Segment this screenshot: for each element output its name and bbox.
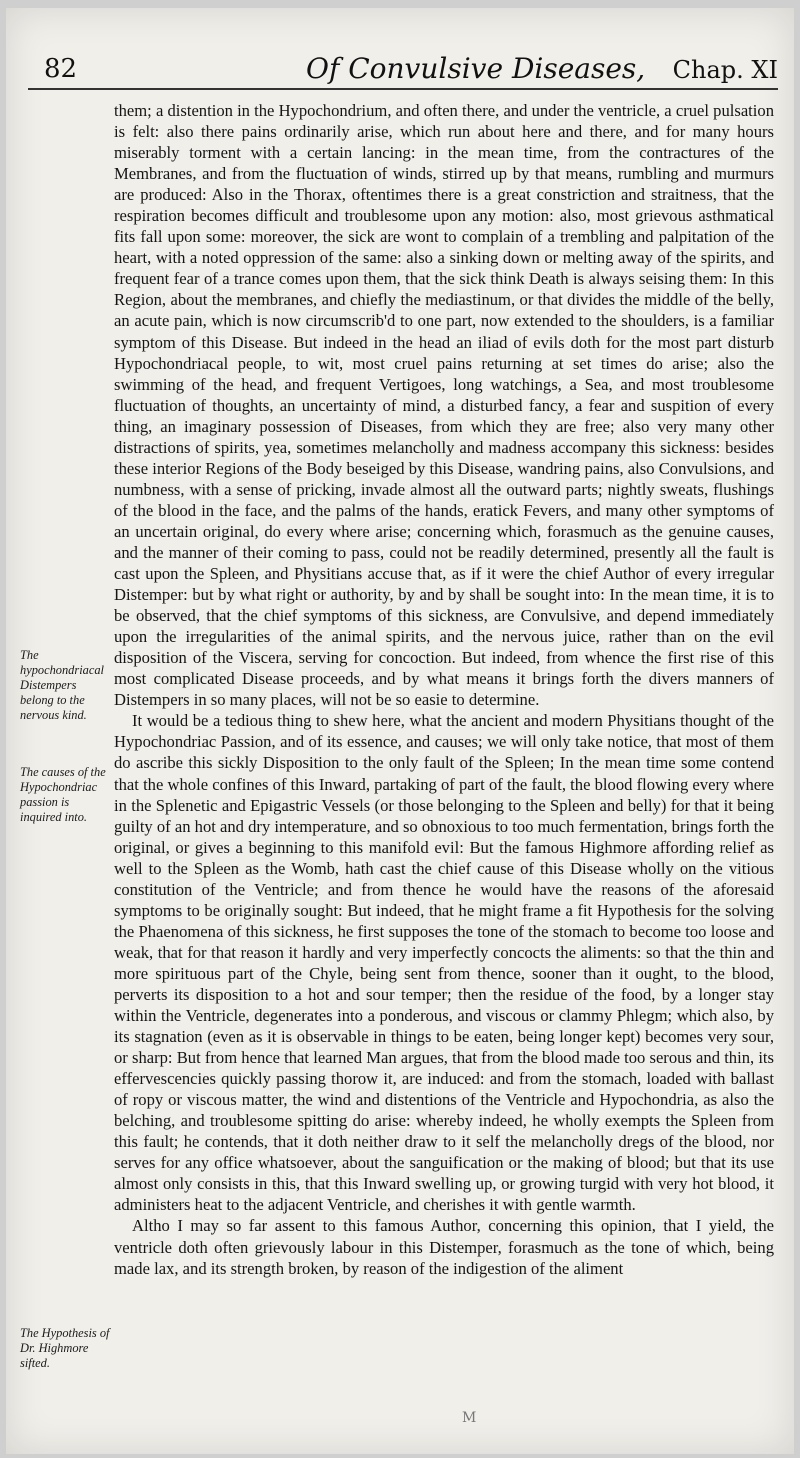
header-rule — [28, 88, 778, 90]
signature-mark: M — [462, 1410, 477, 1426]
book-page — [6, 8, 794, 1454]
paragraph-2: It would be a tedious thing to shew here, what the ancient and modern Physitians thought of the Hypochondriac Passion, and of its essence, and causes; we will only take notice, that most of them do ascribe this sickly Disposition to the only fault of the Spleen; In the mean time some contend that the whole confines of this Inward, partaking of part of the fault, the blood flowing every where in the Splenetic and Epigastric Vessels (or those belonging to the Spleen and belly) for that it being guilty of an hot and dry intemperature, and so obnoxious to too much fermentation, brings forth the original, or gives a beginning to this manifold evil: But the famous Highmore affording relief as well to the Spleen as the Womb, hath cast the chief cause of this Disease wholly on the vitious constitution of the Ventricle; and from thence he would have the reasons of the aforesaid symptoms to be originally sought: But indeed, that he might frame a fit Hypothesis for the solving the Phaenomena of this sickness, he first supposes the tone of the stomach to become too loose and weak, that for that reason it hardly and very imperfectly concocts the aliments: so that the thin and more spirituous part of the Chyle, being sent from thence, sooner than it ought, to the blood, perverts its disposition to a hot and sour temper; then the residue of the food, by a longer stay within the Ventricle, degenerates into a ponderous, and viscous or clammy Phlegm; which also, by its stagnation (even as it is observable in things to be eaten, being longer kept) becomes very sour, or sharp: But from hence that learned Man argues, that from the blood made too serous and thin, its effervescencies quickly passing thorow it, are induced: and from the stomach, loaded with ballast of ropy or viscous matter, the wind and distentions of the Ventricle and Hypochondria, as also the belching, and troublesome spitting do arise: whereby indeed, he wholly exempts the Spleen from this fault; he contends, that it doth neither draw to it self the melancholly dregs of the blood, nor serves for any office whatsoever, about the sanguification or the making of blood; but that its use almost only consists in this, that this Inward swelling up, or growing turgid with very hot blood, it administers heat to the adjacent Ventricle, and cherishes it with gentle warmth. — [114, 711, 774, 1215]
running-title: Of Convulsive Diseases, — [306, 52, 646, 85]
running-header — [28, 50, 778, 94]
margin-note-highmore: The Hypothesis of Dr. Highmore sifted. — [20, 1326, 110, 1370]
margin-note-nervous-kind: The hypochondriacal Distempers belong to the nervous kind. — [20, 648, 104, 722]
chapter-label: Chap. XI — [672, 56, 778, 84]
paragraph-1: them; a distention in the Hypochondrium, and often there, and under the ventricle, a cruel pulsation is felt: also there pains ordinarily arise, which run about here and there, and for many hours miserably torment with a certain lancing: in the mean time, from the contractures of the Membranes, and from the fluctuation of winds, stirred up by that means, rumbling and murmurs are produced: Also in the Thorax, oftentimes there is a great constriction and straitness, that the respiration becomes difficult and troublesome upon any motion: also, most grievous asthmatical fits fall upon some: moreover, the sick are wont to complain of a trembling and palpitation of the heart, with a noted oppression of the same: also a sinking down or melting away of the spirits, and frequent fear of a trance comes upon them, that the sick think Death is always seising them: In this Region, about the membranes, and chiefly the mediastinum, or that divides the middle of the belly, an acute pain, which is now circumscrib'd to one part, now extended to the shoulders, is a familiar symptom of this Disease. But indeed in the head an iliad of evils doth for the most part disturb Hypochondriacal people, to wit, most cruel pains returning at set times do arise; also the swimming of the head, and frequent Vertigoes, long watchings, a Sea, and most troublesome fluctuation of thoughts, an uncertainty of mind, a disturbed fancy, a fear and suspition of every thing, an imaginary possession of Diseases, from which they are free; also very many other distractions of spirits, yea, sometimes melancholly and madness accompany this sickness: besides these interior Regions of the Body beseiged by this Disease, wandring pains, also Convulsions, and numbness, with a sense of pricking, invade almost all the outward parts; nightly sweats, flushings of the blood in the face, and the palms of the hands, eratick Fevers, and many other symptoms of an uncertain original, do every where arise; concerning which, forasmuch as the genuine causes, and the manner of their coming to pass, could not be readily determined, presently all the fault is cast upon the Spleen, and Physitians accuse that, as if it were the chief Author of every irregular Distemper: but by what right or authority, by and by shall be sought into: In the mean time, it is to be observed, that the chief symptoms of this sickness, are Convulsive, and depend immediately upon the irregularities of the animal spirits, and the nervous juice, rather than on the evil disposition of the Viscera, serving for concoction. But indeed, from whence the first rise of this most complicated Disease proceeds, and by what means it brings forth the divers manners of Distempers in so many places, will not be so easie to determine. — [114, 101, 774, 710]
body-text — [114, 100, 774, 1279]
margin-note-causes: The causes of the Hypochondriac passion is inquired into. — [20, 765, 106, 824]
page-number: 82 — [44, 54, 78, 84]
paragraph-3: Altho I may so far assent to this famous Author, concerning this opinion, that I yield, the ventricle doth often grievously labour in this Distemper, forasmuch as the tone of which, being made lax, and its strength broken, by reason of the indigestion of the aliment — [114, 1216, 774, 1278]
